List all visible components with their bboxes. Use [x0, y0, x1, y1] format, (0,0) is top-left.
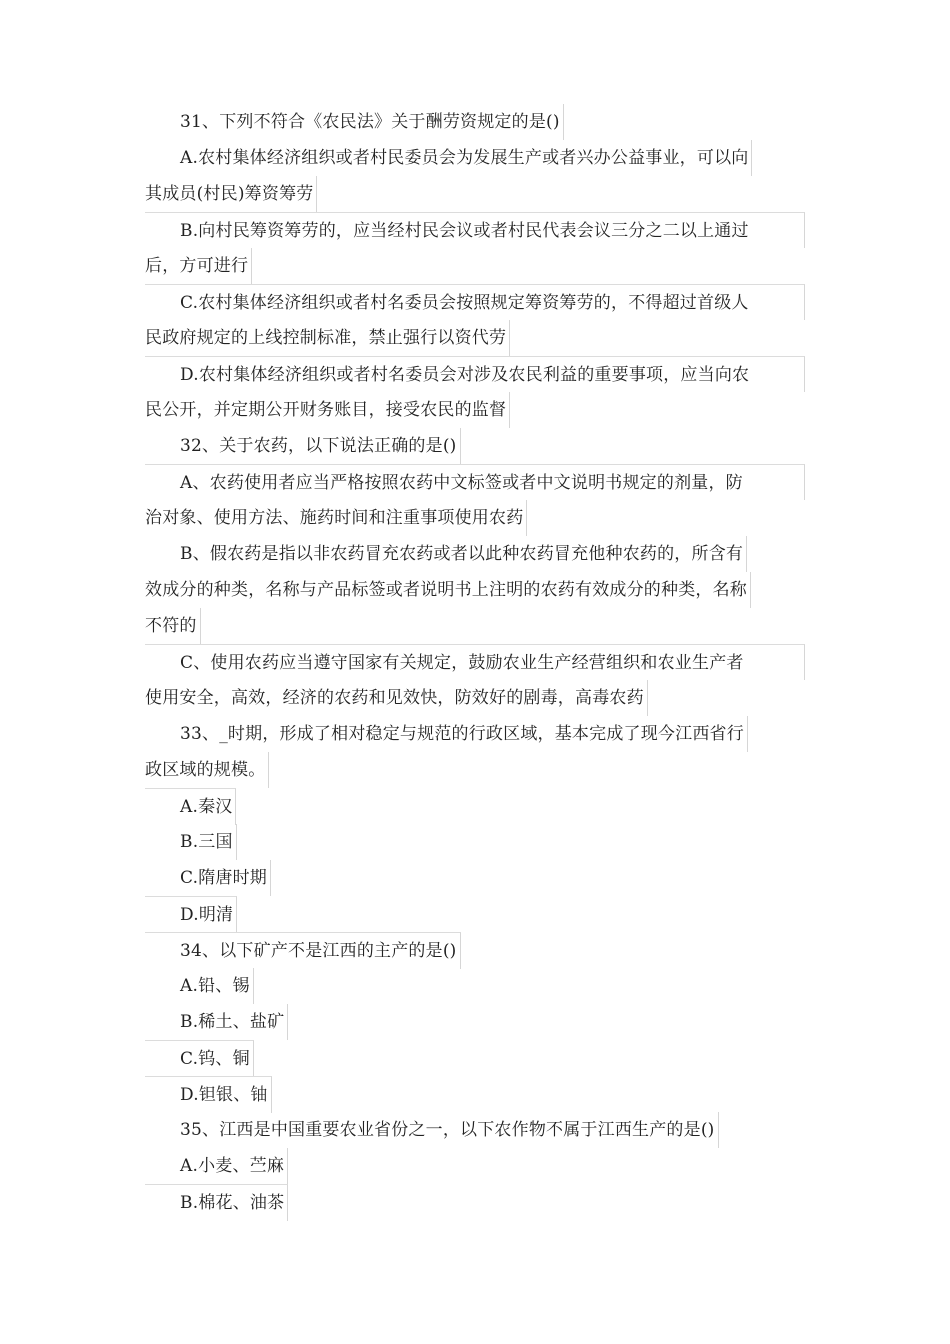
q35-option-a: A.小麦、苎麻: [180, 1148, 288, 1184]
q32-option-c-cont: 使用安全，高效，经济的农药和见效快，防效好的剧毒，高毒农药: [145, 680, 648, 716]
q33-option-c: C.隋唐时期: [180, 860, 271, 896]
q33-option-a: A.秦汉: [145, 788, 236, 825]
q31-option-a-cont: 其成员(村民)筹资筹劳: [145, 176, 317, 212]
question-34: 34、以下矿产不是江西的主产的是(): [145, 932, 461, 969]
question-35: 35、江西是中国重要农业省份之一，以下农作物不属于江西生产的是(): [180, 1112, 719, 1148]
q31-option-d: D.农村集体经济组织或者村名委员会对涉及农民利益的重要事项，应当向农: [145, 356, 805, 392]
q32-option-a: A、农药使用者应当严格按照农药中文标签或者中文说明书规定的剂量，防: [145, 464, 805, 500]
question-33-cont: 政区域的规模。: [145, 752, 269, 788]
question-31: 31、下列不符合《农民法》关于酬劳资规定的是(): [180, 104, 564, 140]
q31-option-b: B.向村民筹资筹劳的，应当经村民会议或者村民代表会议三分之二以上通过: [145, 212, 805, 248]
q32-option-b-cont-2: 不符的: [145, 608, 201, 644]
question-33: 33、_时期，形成了相对稳定与规范的行政区域，基本完成了现今江西省行: [180, 716, 748, 752]
q31-option-a: A.农村集体经济组织或者村民委员会为发展生产或者兴办公益事业，可以向: [180, 140, 752, 176]
q32-option-b-cont: 效成分的种类，名称与产品标签或者说明书上注明的农药有效成分的种类，名称: [145, 572, 751, 608]
q34-option-b: B.稀土、盐矿: [180, 1004, 288, 1040]
q32-option-a-cont: 治对象、使用方法、施药时间和注重事项使用农药: [145, 500, 527, 536]
q32-option-c: C、使用农药应当遵守国家有关规定，鼓励农业生产经营组织和农业生产者: [145, 644, 805, 680]
q31-option-b-cont: 后，方可进行: [145, 248, 252, 284]
q34-option-a: A.铅、锡: [180, 968, 254, 1004]
q31-option-c: C.农村集体经济组织或者村名委员会按照规定筹资筹劳的，不得超过首级人: [145, 284, 805, 320]
q31-option-c-cont: 民政府规定的上线控制标准，禁止强行以资代劳: [145, 320, 510, 356]
q34-option-c: C.钨、铜: [145, 1040, 254, 1077]
q32-option-b: B、假农药是指以非农药冒充农药或者以此种农药冒充他种农药的，所含有: [180, 536, 747, 572]
q35-option-b: B.棉花、油茶: [145, 1184, 288, 1221]
q33-option-d: D.明清: [145, 896, 237, 933]
q33-option-b: B.三国: [180, 824, 237, 860]
question-32: 32、关于农药，以下说法正确的是(): [180, 428, 461, 464]
q34-option-d: D.钽银、铀: [145, 1076, 272, 1113]
q31-option-d-cont: 民公开，并定期公开财务账目，接受农民的监督: [145, 392, 510, 428]
